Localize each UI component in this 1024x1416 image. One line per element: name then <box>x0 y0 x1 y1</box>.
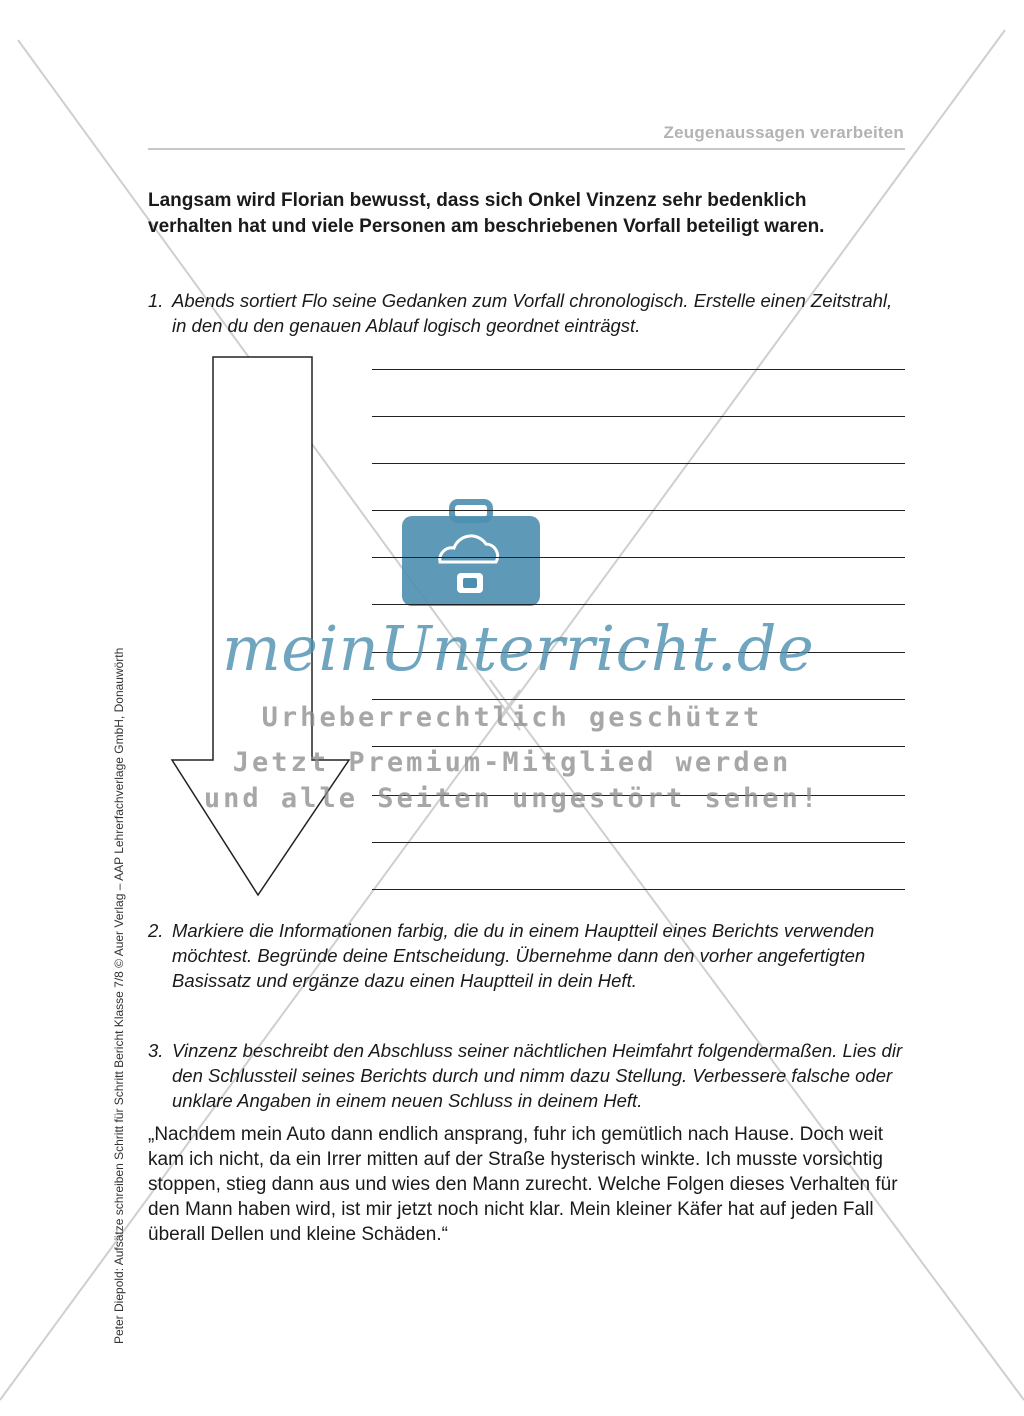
writing-line[interactable] <box>372 842 905 843</box>
writing-line[interactable] <box>372 557 905 558</box>
task-3 <box>148 1038 908 1113</box>
watermark-brand: meinUnterricht.de <box>222 612 815 685</box>
task-text: Markiere die Informationen farbig, die du in einem Hauptteil eines Berichts verwenden möchtest. Begründe deine Entscheidung. Übernehme dann den vorher angefertigten Basissatz und ergänze dazu einen Hauptteil in dein Heft. <box>172 920 875 991</box>
page-header-title: Zeugenaussagen verarbeiten <box>663 123 904 142</box>
watermark-line-2: Jetzt Premium-Mitglied werden <box>232 747 792 778</box>
task-text: Abends sortiert Flo seine Gedanken zum Vorfall chronologisch. Erstelle einen Zeitstrahl, in den du den genauen Ablauf logisch geordnet einträgst. <box>172 290 893 336</box>
quote-paragraph: „Nachdem mein Auto dann endlich ansprang, fuhr ich gemütlich nach Hause. Doch weit kam ich nicht, da ein Irrer mitten auf der Straße hysterisch winkte. Ich musste vorsichtig stoppen, stieg dann aus und wies den Mann zurecht. Welche Folgen dieses Verhalten für den Mann haben wird, ist mir jetzt noch nicht klar. Mein kleiner Käfer hat auf jeden Fall überall Dellen und kleine Schäden.“ <box>148 1124 898 1245</box>
watermark-line-1: Urheberrechtlich geschützt <box>261 702 763 733</box>
writing-line[interactable] <box>372 604 905 605</box>
writing-line[interactable] <box>372 463 905 464</box>
writing-line[interactable] <box>372 369 905 370</box>
header-divider <box>148 148 905 150</box>
task-text: Vinzenz beschreibt den Abschluss seiner nächtlichen Heimfahrt folgendermaßen. Lies dir den Schlussteil seines Berichts durch und nimm dazu Stellung. Verbessere falsche oder unklare Angaben in einem neuen Schluss in deinem Heft. <box>172 1040 903 1111</box>
writing-line[interactable] <box>372 889 905 890</box>
watermark-line-3: und alle Seiten ungestört sehen! <box>203 783 821 814</box>
side-credit-text: Peter Diepold: Aufsätze schreiben Schritt für Schritt Bericht Klasse 7/8 © Auer Verlag – AAP Lehrerfachverlage GmbH, Donauwörth <box>112 647 126 1344</box>
writing-line[interactable] <box>372 416 905 417</box>
writing-line[interactable] <box>372 510 905 511</box>
writing-line[interactable] <box>372 699 905 700</box>
briefcase-cloud-icon <box>402 502 540 606</box>
task-number: 1. <box>148 290 164 311</box>
task-2 <box>148 918 908 993</box>
task-1 <box>148 288 908 338</box>
intro-paragraph: Langsam wird Florian bewusst, dass sich Onkel Vinzenz sehr bedenklich verhalten hat und viele Personen am beschriebenen Vorfall beteiligt waren. <box>148 190 825 237</box>
task-number: 3. <box>148 1040 164 1061</box>
task-number: 2. <box>148 920 164 941</box>
